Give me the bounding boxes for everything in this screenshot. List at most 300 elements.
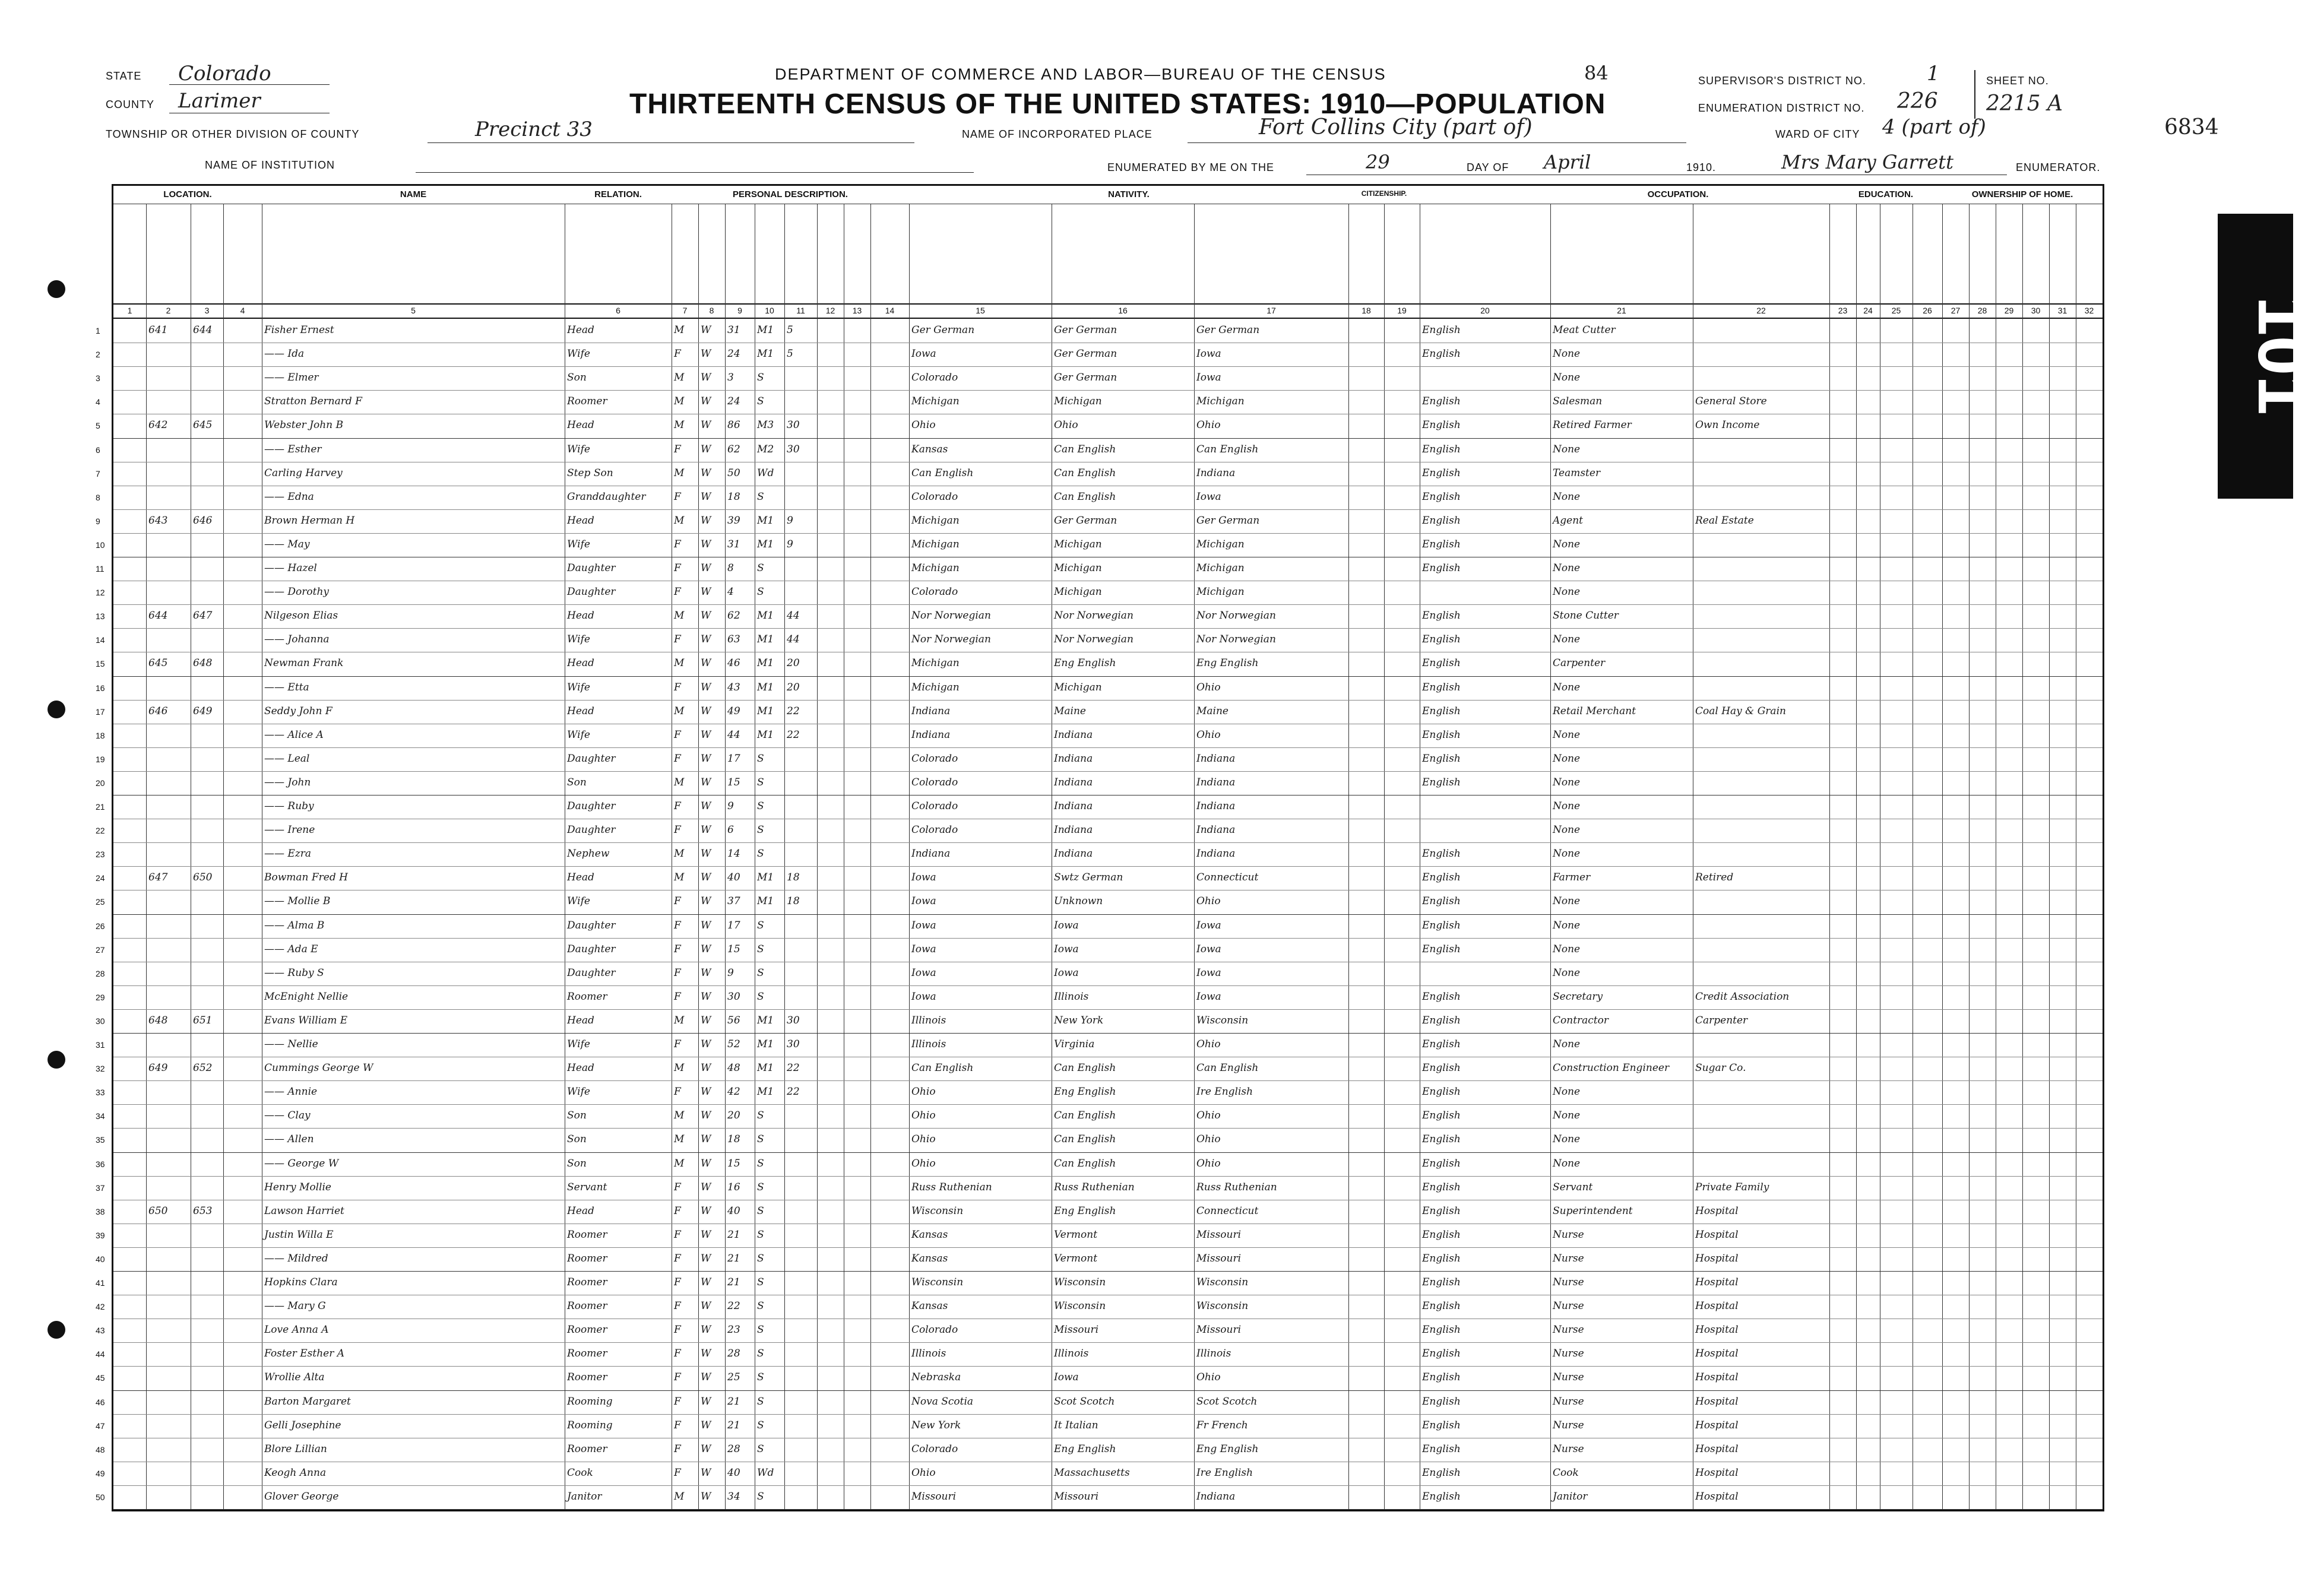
cell-father-birthplace: Missouri <box>1054 1324 1099 1336</box>
cell-person-name: —— Ada E <box>264 943 318 955</box>
column-number: 6 <box>616 306 620 315</box>
row-rule <box>113 533 2103 534</box>
cell-age: 15 <box>727 776 740 788</box>
cell-person-name: Nilgeson Elias <box>264 610 338 622</box>
cell-race: W <box>701 443 711 455</box>
cell-family-number: 645 <box>193 419 213 432</box>
cell-birthplace: Ohio <box>911 1133 936 1146</box>
column-number: 21 <box>1617 306 1626 315</box>
cell-age: 17 <box>727 919 740 931</box>
cell-birthplace: Ohio <box>911 1086 936 1098</box>
cell-dwelling-number: 648 <box>148 1014 168 1026</box>
cell-person-name: —— Elmer <box>264 372 319 384</box>
column-number: 23 <box>1838 306 1848 315</box>
row-number: 34 <box>96 1111 105 1121</box>
cell-language: English <box>1422 1490 1461 1503</box>
cell-language: English <box>1422 1228 1461 1241</box>
county-label: COUNTY <box>106 99 154 110</box>
row-rule <box>113 676 2103 677</box>
cell-sex: M <box>674 610 685 622</box>
cell-language: English <box>1422 1276 1461 1288</box>
cell-industry: Hospital <box>1695 1490 1739 1503</box>
row-number: 20 <box>96 778 105 788</box>
cell-birthplace: Ohio <box>911 1157 936 1170</box>
cell-marital-status: S <box>757 1157 764 1170</box>
cell-language: English <box>1422 871 1461 884</box>
cell-marital-status: Wd <box>757 467 774 479</box>
row-rule <box>113 390 2103 391</box>
cell-race: W <box>701 610 711 622</box>
cell-race: W <box>701 372 711 384</box>
cell-dwelling-number: 645 <box>148 657 168 670</box>
cell-marital-status: M3 <box>757 419 774 432</box>
cell-father-birthplace: Can English <box>1054 1133 1116 1146</box>
census-title: THIRTEENTH CENSUS OF THE UNITED STATES: 1910—POPULATION <box>629 88 1606 120</box>
cell-age: 23 <box>727 1324 740 1336</box>
cell-person-name: —— Irene <box>264 824 315 836</box>
cell-person-name: —— Dorothy <box>264 586 330 598</box>
row-number: 10 <box>96 540 105 550</box>
cell-mother-birthplace: Michigan <box>1196 586 1245 598</box>
column-number: 3 <box>204 306 210 315</box>
cell-language: English <box>1422 1014 1461 1026</box>
cell-dwelling-number: 650 <box>148 1205 168 1217</box>
cell-race: W <box>701 490 711 503</box>
cell-language: English <box>1422 1324 1461 1336</box>
column-number: 19 <box>1397 306 1407 315</box>
cell-sex: F <box>674 538 681 550</box>
cell-age: 34 <box>727 1490 740 1503</box>
cell-marital-status: M1 <box>757 1086 774 1098</box>
cell-birthplace: Ohio <box>911 419 936 432</box>
cell-mother-birthplace: Indiana <box>1196 848 1236 860</box>
cell-age: 40 <box>727 871 740 884</box>
cell-mother-birthplace: Wisconsin <box>1196 1300 1249 1313</box>
column-rule <box>1969 204 1970 1510</box>
cell-mother-birthplace: Missouri <box>1196 1252 1242 1264</box>
cell-mother-birthplace: Iowa <box>1196 919 1221 931</box>
cell-age: 50 <box>727 467 740 479</box>
cell-birthplace: Michigan <box>911 657 960 670</box>
row-rule <box>113 914 2103 915</box>
cell-sex: M <box>674 1110 685 1122</box>
column-rule <box>698 204 699 1510</box>
cell-age: 21 <box>727 1228 740 1241</box>
cell-father-birthplace: Virginia <box>1054 1038 1095 1050</box>
row-number: 43 <box>96 1326 105 1336</box>
cell-birthplace: Kansas <box>911 443 948 455</box>
cell-occupation: Retail Merchant <box>1553 705 1636 717</box>
cell-relation: Daughter <box>567 943 616 955</box>
cell-race: W <box>701 1252 711 1264</box>
cell-age: 18 <box>727 1133 740 1146</box>
cell-marital-status: S <box>757 1490 764 1503</box>
cell-father-birthplace: Ger German <box>1054 514 1117 527</box>
row-number: 5 <box>96 421 100 431</box>
cell-marital-status: S <box>757 824 764 836</box>
cell-occupation: Farmer <box>1553 871 1591 884</box>
cell-language: English <box>1422 1205 1461 1217</box>
cell-age: 40 <box>727 1466 740 1479</box>
cell-age: 6 <box>727 824 734 836</box>
cell-sex: F <box>674 1276 681 1288</box>
punch-hole <box>48 1321 65 1339</box>
cell-language: English <box>1422 443 1461 455</box>
section-personal: PERSONAL DESCRIPTION. <box>733 189 848 199</box>
cell-mother-birthplace: Ohio <box>1196 419 1221 432</box>
cell-sex: F <box>674 1348 681 1360</box>
cell-age: 56 <box>727 1014 740 1026</box>
cell-father-birthplace: Nor Norwegian <box>1054 610 1133 622</box>
cell-race: W <box>701 776 711 788</box>
cell-person-name: Lawson Harriet <box>264 1205 344 1217</box>
cell-sex: M <box>674 1062 685 1075</box>
column-rule <box>817 204 818 1510</box>
section-relation: RELATION. <box>594 189 642 199</box>
cell-marital-status: S <box>757 1395 764 1408</box>
row-rule <box>113 842 2103 843</box>
cell-person-name: Blore Lillian <box>264 1443 327 1455</box>
cell-occupation: None <box>1553 800 1581 812</box>
cell-race: W <box>701 1300 711 1313</box>
cell-person-name: Seddy John F <box>264 705 333 717</box>
cell-person-name: Glover George <box>264 1490 339 1503</box>
cell-language: English <box>1422 419 1461 432</box>
cell-relation: Wife <box>567 443 590 455</box>
cell-birthplace: Kansas <box>911 1300 948 1313</box>
cell-sex: F <box>674 443 681 455</box>
cell-mother-birthplace: Iowa <box>1196 966 1221 979</box>
cell-years-married: 18 <box>787 895 800 908</box>
cell-race: W <box>701 1490 711 1503</box>
cell-person-name: Wrollie Alta <box>264 1371 325 1384</box>
cell-marital-status: S <box>757 1181 764 1193</box>
cell-birthplace: Illinois <box>911 1348 946 1360</box>
cell-marital-status: M1 <box>757 538 774 550</box>
row-rule <box>113 1152 2103 1153</box>
cell-father-birthplace: Illinois <box>1054 990 1089 1003</box>
cell-language: English <box>1422 943 1461 955</box>
cell-relation: Daughter <box>567 800 616 812</box>
cell-relation: Granddaughter <box>567 490 646 503</box>
column-number: 30 <box>2031 306 2041 315</box>
cell-race: W <box>701 1371 711 1384</box>
cell-sex: F <box>674 1181 681 1193</box>
section-location: LOCATION. <box>163 189 212 199</box>
cell-family-number: 652 <box>193 1062 213 1075</box>
cell-language: English <box>1422 467 1461 479</box>
cell-mother-birthplace: Iowa <box>1196 990 1221 1003</box>
cell-marital-status: M1 <box>757 728 774 741</box>
cell-marital-status: M1 <box>757 705 774 717</box>
column-number: 16 <box>1118 306 1128 315</box>
cell-birthplace: Can English <box>911 1062 974 1075</box>
column-number: 27 <box>1951 306 1961 315</box>
row-number: 42 <box>96 1302 105 1312</box>
day-of-label: DAY OF <box>1467 161 1509 173</box>
row-number: 14 <box>96 635 105 645</box>
cell-age: 28 <box>727 1348 740 1360</box>
cell-language: English <box>1422 1110 1461 1122</box>
cell-age: 63 <box>727 633 740 646</box>
cell-mother-birthplace: Russ Ruthenian <box>1196 1181 1277 1193</box>
cell-birthplace: Kansas <box>911 1252 948 1264</box>
row-rule <box>113 938 2103 939</box>
cell-relation: Janitor <box>567 1490 602 1503</box>
cell-birthplace: Nova Scotia <box>911 1395 974 1408</box>
cell-years-married: 5 <box>787 348 793 360</box>
row-rule <box>113 1176 2103 1177</box>
cell-father-birthplace: Indiana <box>1054 800 1093 812</box>
cell-birthplace: Iowa <box>911 895 936 908</box>
cell-occupation: Agent <box>1553 514 1583 527</box>
row-number: 1 <box>96 326 100 335</box>
cell-person-name: Webster John B <box>264 419 344 432</box>
cell-relation: Head <box>567 610 594 622</box>
cell-sex: F <box>674 824 681 836</box>
cell-father-birthplace: New York <box>1054 1014 1104 1026</box>
cell-family-number: 650 <box>193 871 213 884</box>
cell-sex: M <box>674 1490 685 1503</box>
cell-dwelling-number: 649 <box>148 1062 168 1075</box>
cell-occupation: Stone Cutter <box>1553 610 1619 622</box>
cell-mother-birthplace: Wisconsin <box>1196 1014 1249 1026</box>
cell-person-name: Barton Margaret <box>264 1395 351 1408</box>
cell-mother-birthplace: Ohio <box>1196 895 1221 908</box>
row-rule <box>113 366 2103 367</box>
cell-marital-status: S <box>757 1228 764 1241</box>
cell-sex: M <box>674 1157 685 1170</box>
cell-age: 15 <box>727 1157 740 1170</box>
row-number: 45 <box>96 1373 105 1383</box>
column-number: 17 <box>1267 306 1276 315</box>
incorporated-underline <box>1188 142 1686 143</box>
row-number: 39 <box>96 1230 105 1240</box>
cell-occupation: Nurse <box>1553 1324 1584 1336</box>
cell-birthplace: Michigan <box>911 562 960 574</box>
column-number: 4 <box>240 306 245 315</box>
cell-birthplace: Ohio <box>911 1110 936 1122</box>
cell-father-birthplace: Indiana <box>1054 752 1093 765</box>
row-rule <box>113 1485 2103 1486</box>
cell-sex: M <box>674 657 685 670</box>
cell-marital-status: M1 <box>757 657 774 670</box>
cell-occupation: None <box>1553 776 1581 788</box>
row-number: 44 <box>96 1349 105 1359</box>
row-number: 48 <box>96 1444 105 1454</box>
cell-sex: M <box>674 776 685 788</box>
cell-sex: F <box>674 990 681 1003</box>
cell-years-married: 30 <box>787 443 800 455</box>
cell-occupation: None <box>1553 824 1581 836</box>
row-rule <box>113 1414 2103 1415</box>
punch-hole <box>48 701 65 718</box>
enumerated-day: 29 <box>1366 151 1390 173</box>
row-number: 36 <box>96 1159 105 1169</box>
cell-person-name: —— Johanna <box>264 633 330 646</box>
cell-sex: F <box>674 966 681 979</box>
cell-industry: Hospital <box>1695 1395 1739 1408</box>
cell-race: W <box>701 800 711 812</box>
column-number: 5 <box>411 306 416 315</box>
cell-person-name: —— Leal <box>264 752 310 765</box>
enum-district-label: ENUMERATION DISTRICT NO. <box>1698 102 1865 114</box>
cell-years-married: 18 <box>787 871 800 884</box>
cell-race: W <box>701 1133 711 1146</box>
cell-person-name: —— Nellie <box>264 1038 318 1050</box>
township-label: TOWNSHIP OR OTHER DIVISION OF COUNTY <box>106 128 360 140</box>
cell-relation: Roomer <box>567 990 607 1003</box>
cell-race: W <box>701 1466 711 1479</box>
row-rule <box>113 604 2103 605</box>
cell-language: English <box>1422 919 1461 931</box>
cell-person-name: —— Alice A <box>264 728 324 741</box>
column-number: 31 <box>2057 306 2067 315</box>
cell-marital-status: M1 <box>757 1038 774 1050</box>
cell-age: 86 <box>727 419 740 432</box>
cell-mother-birthplace: Indiana <box>1196 467 1236 479</box>
cell-birthplace: Iowa <box>911 943 936 955</box>
cell-birthplace: Colorado <box>911 800 958 812</box>
cell-birthplace: Michigan <box>911 681 960 693</box>
cell-relation: Wife <box>567 728 590 741</box>
cell-family-number: 651 <box>193 1014 213 1026</box>
cell-birthplace: Colorado <box>911 1443 958 1455</box>
column-number: 29 <box>2004 306 2014 315</box>
row-number: 38 <box>96 1206 105 1216</box>
cell-mother-birthplace: Connecticut <box>1196 871 1259 884</box>
cell-language: English <box>1422 990 1461 1003</box>
cell-person-name: —— Ida <box>264 348 305 360</box>
cell-mother-birthplace: Ire English <box>1196 1466 1253 1479</box>
cell-birthplace: Michigan <box>911 395 960 408</box>
cell-sex: F <box>674 943 681 955</box>
cell-years-married: 22 <box>787 728 800 741</box>
cell-occupation: Nurse <box>1553 1276 1584 1288</box>
row-number: 19 <box>96 754 105 764</box>
row-rule <box>113 1271 2103 1272</box>
column-rule <box>870 204 871 1510</box>
column-number: 22 <box>1756 306 1766 315</box>
cell-marital-status: S <box>757 586 764 598</box>
cell-race: W <box>701 1181 711 1193</box>
cell-marital-status: S <box>757 1276 764 1288</box>
institution-label: NAME OF INSTITUTION <box>205 159 335 171</box>
cell-language: English <box>1422 490 1461 503</box>
cell-birthplace: Indiana <box>911 848 951 860</box>
column-rule <box>1856 204 1857 1510</box>
cell-age: 48 <box>727 1062 740 1075</box>
cell-marital-status: S <box>757 1419 764 1431</box>
cell-person-name: —— Mildred <box>264 1252 328 1264</box>
cell-father-birthplace: Can English <box>1054 1062 1116 1075</box>
row-rule <box>113 747 2103 748</box>
column-number: 10 <box>765 306 774 315</box>
cell-age: 30 <box>727 990 740 1003</box>
cell-father-birthplace: Eng English <box>1054 657 1116 670</box>
section-nativity: NATIVITY. <box>1108 189 1150 199</box>
row-number: 22 <box>96 826 105 836</box>
cell-sex: F <box>674 800 681 812</box>
cell-race: W <box>701 633 711 646</box>
column-rule <box>725 204 726 1510</box>
cell-occupation: None <box>1553 1110 1581 1122</box>
cell-birthplace: Nor Norwegian <box>911 633 991 646</box>
row-number: 7 <box>96 468 100 478</box>
column-number: 13 <box>852 306 862 315</box>
cell-age: 52 <box>727 1038 740 1050</box>
cell-language: English <box>1422 895 1461 908</box>
cell-father-birthplace: It Italian <box>1054 1419 1098 1431</box>
cell-years-married: 22 <box>787 1062 800 1075</box>
cell-age: 8 <box>727 562 734 574</box>
cell-person-name: Keogh Anna <box>264 1466 327 1479</box>
cell-language: English <box>1422 1371 1461 1384</box>
punch-hole <box>48 280 65 298</box>
column-number: 32 <box>2084 306 2094 315</box>
cell-birthplace: Colorado <box>911 776 958 788</box>
cell-language: English <box>1422 1443 1461 1455</box>
cell-occupation: Nurse <box>1553 1300 1584 1313</box>
cell-race: W <box>701 419 711 432</box>
cell-father-birthplace: Can English <box>1054 490 1116 503</box>
cell-mother-birthplace: Eng English <box>1196 1443 1259 1455</box>
cell-father-birthplace: Can English <box>1054 1110 1116 1122</box>
cell-father-birthplace: Wisconsin <box>1054 1300 1106 1313</box>
column-number: 26 <box>1923 306 1932 315</box>
row-number: 50 <box>96 1492 105 1502</box>
cell-race: W <box>701 1038 711 1050</box>
enumerated-month: April <box>1544 151 1591 173</box>
cell-sex: F <box>674 348 681 360</box>
cell-sex: M <box>674 324 685 336</box>
cell-language: English <box>1422 657 1461 670</box>
cell-mother-birthplace: Iowa <box>1196 348 1221 360</box>
cell-occupation: Nurse <box>1553 1443 1584 1455</box>
row-number: 13 <box>96 611 105 622</box>
cell-mother-birthplace: Iowa <box>1196 943 1221 955</box>
row-number: 16 <box>96 683 105 693</box>
cell-birthplace: Colorado <box>911 824 958 836</box>
cell-industry: Hospital <box>1695 1276 1739 1288</box>
cell-person-name: Gelli Josephine <box>264 1419 341 1431</box>
cell-race: W <box>701 1110 711 1122</box>
cell-age: 31 <box>727 538 740 550</box>
row-number: 23 <box>96 850 105 860</box>
cell-person-name: —— Etta <box>264 681 309 693</box>
cell-birthplace: Kansas <box>911 1228 948 1241</box>
cell-father-birthplace: Ger German <box>1054 324 1117 336</box>
cell-relation: Son <box>567 1133 587 1146</box>
cell-occupation: Janitor <box>1553 1490 1588 1503</box>
column-number: 11 <box>796 306 805 315</box>
ward-value: 4 (part of) <box>1882 115 1986 139</box>
section-name: NAME <box>400 189 427 199</box>
cell-sex: M <box>674 1133 685 1146</box>
cell-marital-status: M1 <box>757 514 774 527</box>
cell-family-number: 647 <box>193 610 213 622</box>
cell-father-birthplace: Vermont <box>1054 1228 1098 1241</box>
column-number: 2 <box>166 306 171 315</box>
row-number: 9 <box>96 516 100 526</box>
cell-marital-status: S <box>757 848 764 860</box>
cell-mother-birthplace: Scot Scotch <box>1196 1395 1258 1408</box>
cell-person-name: Justin Willa E <box>264 1228 334 1241</box>
row-number: 17 <box>96 706 105 717</box>
cell-birthplace: Indiana <box>911 705 951 717</box>
cell-father-birthplace: Ohio <box>1054 419 1078 432</box>
cell-age: 22 <box>727 1300 740 1313</box>
